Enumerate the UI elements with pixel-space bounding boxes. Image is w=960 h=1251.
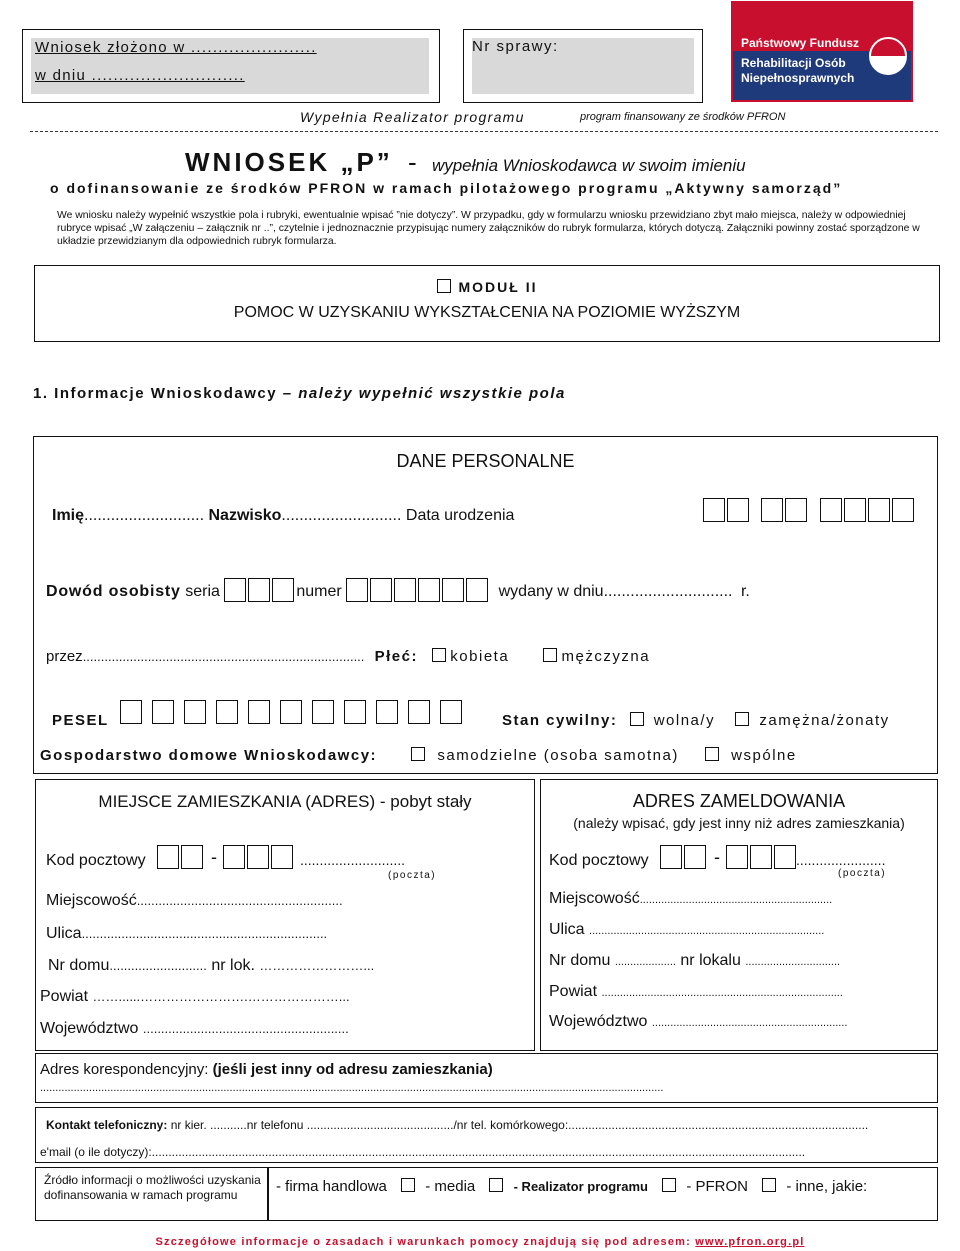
issued-suffix: r.: [740, 583, 750, 600]
registered-street-label: Ulica: [549, 921, 585, 938]
registered-note: (należy wpisać, gdy jest inny niż adres zamieszkania): [573, 815, 905, 831]
footer-text: Szczegółowe informacje o zasadach i warunkach pomocy znajdują się pod adresem:: [155, 1236, 692, 1248]
registered-post-office-label: (poczta): [838, 868, 887, 879]
first-name-label: Imię: [52, 507, 85, 524]
submission-box: [22, 29, 440, 103]
realizer-note: Wypełnia Realizator programu: [300, 109, 525, 125]
pesel-label: PESEL: [52, 712, 109, 729]
source-pfron-label: - PFRON: [686, 1178, 748, 1195]
registered-voivodeship-label: Województwo: [549, 1013, 648, 1030]
id-series-label: seria: [185, 583, 220, 600]
registered-county-field[interactable]: ...............................................................................: [601, 987, 843, 999]
section-1-dash: –: [282, 385, 293, 402]
male-checkbox[interactable]: [543, 648, 557, 662]
married-label: zamężna/żonaty: [759, 712, 890, 729]
registered-street-row: [549, 921, 824, 939]
id-number-label: numer: [296, 583, 342, 600]
logo-emblem-icon: [869, 37, 907, 75]
residence-street-field[interactable]: ....................................................................: [81, 926, 328, 941]
logo-line-3: Niepełnosprawnych: [741, 71, 855, 85]
footer-link[interactable]: www.pfron.org.pl: [695, 1236, 805, 1248]
correspondence-row: [40, 1061, 493, 1078]
birth-day-boxes[interactable]: [703, 498, 751, 527]
module-label: MODUŁ II: [458, 279, 538, 295]
household-row: [40, 747, 797, 764]
source-firm-label: - firma handlowa: [276, 1178, 387, 1195]
residence-voivodeship-label: Województwo: [40, 1020, 139, 1037]
single-checkbox[interactable]: [630, 712, 644, 726]
registered-heading: ADRES ZAMELDOWANIA: [632, 791, 846, 811]
female-label: kobieta: [450, 648, 510, 665]
registered-street-field[interactable]: .............................................................................: [589, 925, 825, 937]
instructions: We wniosku należy wypełnić wszystkie pola i rubryki, ewentualnie wpisać ”nie dotyczy”. W przypadku, gdy w formularzu wniosku przewidziano zbyt mało miejsca, należy w odpowiedniej rubryce wpisać „W załączeniu – załącznik nr ..”, czytelnie i jednoznacznie przypisując numery załączników do rubryk formularza, których dotyczą. Załączniki powinny zostać sporządzone w układzie przewidzianym dla odpowiednich rubryk formularza.: [57, 210, 920, 247]
module-checkbox[interactable]: [437, 279, 451, 293]
email-row: [40, 1145, 920, 1159]
financed-note: program finansowany ze środków PFRON: [580, 111, 786, 123]
registered-house-label: Nr domu: [549, 952, 611, 969]
correspondence-label: Adres korespondencyjny:: [40, 1061, 209, 1078]
single-label: wolna/y: [653, 712, 716, 729]
household-shared-label: wspólne: [731, 747, 797, 764]
issuer-sex-row: [46, 648, 650, 665]
issued-date-field[interactable]: .............................: [603, 583, 733, 600]
residence-county-field[interactable]: ……......…………………….…………………...: [92, 989, 350, 1004]
last-name-label: Nazwisko: [208, 507, 282, 524]
issued-by-field[interactable]: ..............................................................................: [82, 649, 365, 664]
submitted-field[interactable]: Wniosek złożono w .......................: [35, 39, 317, 56]
registered-town-field[interactable]: ...............................................................: [639, 894, 833, 906]
residence-voivodeship-row: [40, 1020, 349, 1038]
residence-county-row: [40, 988, 350, 1006]
phone-field[interactable]: nr telefonu ............................................: [246, 1118, 454, 1132]
area-code-field[interactable]: nr kier. ...........: [170, 1118, 247, 1132]
id-series-boxes[interactable]: [224, 578, 296, 607]
contact-label: Kontakt telefoniczny:: [46, 1118, 168, 1132]
registered-house-field[interactable]: ....................: [614, 956, 676, 968]
personal-data-heading: DANE PERSONALNE: [396, 451, 575, 471]
residence-post-office-label: (poczta): [388, 870, 437, 881]
residence-flat-field[interactable]: ……………………...: [259, 958, 375, 973]
residence-town-label: Miejscowość: [46, 892, 137, 909]
source-pfron-checkbox[interactable]: [762, 1178, 776, 1192]
residence-postal-label: Kod pocztowy: [46, 852, 146, 869]
form-title-main: WNIOSEK „P”: [185, 147, 393, 177]
id-card-label: Dowód osobisty: [46, 583, 181, 600]
mobile-field[interactable]: /nr tel. komórkowego:..........................................................................................: [453, 1118, 869, 1132]
residence-street-row: [46, 925, 327, 943]
sex-label: Płeć:: [374, 648, 418, 665]
male-label: mężczyzna: [561, 648, 651, 665]
correspondence-note: (jeśli jest inny od adresu zamieszkania): [212, 1061, 493, 1078]
residence-post-dots[interactable]: ...........................: [300, 852, 406, 868]
pesel-row: [52, 712, 109, 729]
household-alone-checkbox[interactable]: [411, 747, 425, 761]
female-checkbox[interactable]: [432, 648, 446, 662]
residence-postal-boxes[interactable]: -: [157, 845, 295, 874]
issued-label: wydany w dniu: [498, 583, 604, 600]
residence-town-field[interactable]: .........................................................: [136, 893, 343, 908]
module-title: POMOC W UZYSKANIU WYKSZTAŁCENIA NA POZIOMIE WYŻSZYM: [233, 304, 741, 321]
residence-box: [35, 779, 535, 1051]
name-row: [52, 507, 514, 525]
residence-street-label: Ulica: [46, 925, 82, 942]
registered-flat-label: nr lokalu: [680, 952, 741, 969]
id-card-row: [46, 578, 750, 607]
marital-row: [502, 712, 890, 729]
registered-house-row: [549, 952, 840, 970]
residence-house-field[interactable]: ...........................: [109, 958, 207, 973]
registered-postal-label: Kod pocztowy: [549, 852, 649, 869]
residence-heading: MIEJSCE ZAMIESZKANIA (ADRES) - pobyt stały: [98, 792, 472, 811]
residence-house-row: [48, 957, 374, 975]
birth-year-boxes[interactable]: [820, 498, 916, 527]
form-title-dash: -: [408, 147, 417, 177]
source-media-label: - media: [425, 1178, 476, 1195]
household-alone-label: samodzielne (osoba samotna): [437, 747, 679, 764]
source-label: Źródło informacji o możliwości uzyskania dofinansowania w ramach programu: [44, 1173, 261, 1202]
registered-county-label: Powiat: [549, 983, 598, 1000]
registered-voivodeship-row: [549, 1013, 847, 1031]
header-divider: [30, 131, 938, 132]
id-number-boxes[interactable]: [346, 578, 490, 607]
birth-month-boxes[interactable]: [761, 498, 809, 527]
form-title: [185, 147, 746, 178]
marital-label: Stan cywilny:: [502, 712, 618, 729]
pfron-logo: [731, 1, 913, 102]
email-label: e'mail (o ile dotyczy):: [40, 1145, 152, 1159]
registered-county-row: [549, 983, 843, 1001]
section-1-title: 1. Informacje Wnioskodawcy: [33, 385, 278, 402]
pesel-boxes[interactable]: [120, 700, 472, 729]
contact-row: [46, 1118, 868, 1132]
registered-postal-row: [549, 852, 649, 870]
source-realizer-label: - Realizator programu: [513, 1179, 648, 1194]
residence-house-label: Nr domu: [48, 957, 110, 974]
residence-postal-row: [46, 852, 146, 870]
residence-county-label: Powiat: [40, 988, 89, 1005]
registered-post-dots[interactable]: .......................: [796, 852, 886, 868]
form-title-sub: wypełnia Wnioskodawca w swoim imieniu: [431, 156, 746, 175]
registered-voivodeship-field[interactable]: ................................................................: [651, 1017, 848, 1029]
married-checkbox[interactable]: [735, 712, 749, 726]
registered-town-label: Miejscowość: [549, 890, 640, 907]
source-firm-checkbox[interactable]: [401, 1178, 415, 1192]
residence-voivodeship-field[interactable]: .........................................................: [142, 1021, 349, 1036]
logo-line-1: Państwowy Fundusz: [741, 36, 860, 50]
case-number-label: Nr sprawy:: [472, 38, 559, 55]
case-number-box: [463, 29, 703, 103]
residence-flat-label: nr lok.: [211, 957, 255, 974]
footer: [0, 1236, 960, 1248]
source-options: [276, 1178, 867, 1195]
source-other-label: - inne, jakie:: [786, 1178, 868, 1195]
birth-date-label: Data urodzenia: [405, 507, 515, 524]
form-subtitle: o dofinansowanie ze środków PFRON w ramach pilotażowego programu „Aktywny samorząd”: [50, 180, 843, 196]
section-1-heading: [33, 385, 566, 402]
module-box: [34, 265, 940, 342]
registered-postal-boxes[interactable]: -: [660, 845, 798, 874]
module-label-row: [35, 279, 939, 295]
submission-date-field[interactable]: w dniu ............................: [35, 67, 245, 84]
source-media-checkbox[interactable]: [489, 1178, 503, 1192]
last-name-field[interactable]: ...........................: [281, 507, 402, 524]
household-label: Gospodarstwo domowe Wnioskodawcy:: [40, 747, 378, 764]
section-1-note: należy wypełnić wszystkie pola: [298, 385, 566, 402]
first-name-field[interactable]: ...........................: [84, 507, 205, 524]
email-field[interactable]: ....................................................................................................................................................................................................: [151, 1145, 806, 1159]
issued-by-label: przez: [46, 648, 83, 665]
correspondence-field[interactable]: ............................................................................................................................................................................................................: [40, 1082, 664, 1094]
logo-line-2: Rehabilitacji Osób: [741, 56, 846, 70]
household-shared-checkbox[interactable]: [705, 747, 719, 761]
birth-date-boxes: [703, 498, 916, 527]
registered-town-row: [549, 890, 832, 908]
source-realizer-checkbox[interactable]: [662, 1178, 676, 1192]
residence-town-row: [46, 892, 343, 910]
registered-flat-field[interactable]: ...............................: [745, 956, 841, 968]
